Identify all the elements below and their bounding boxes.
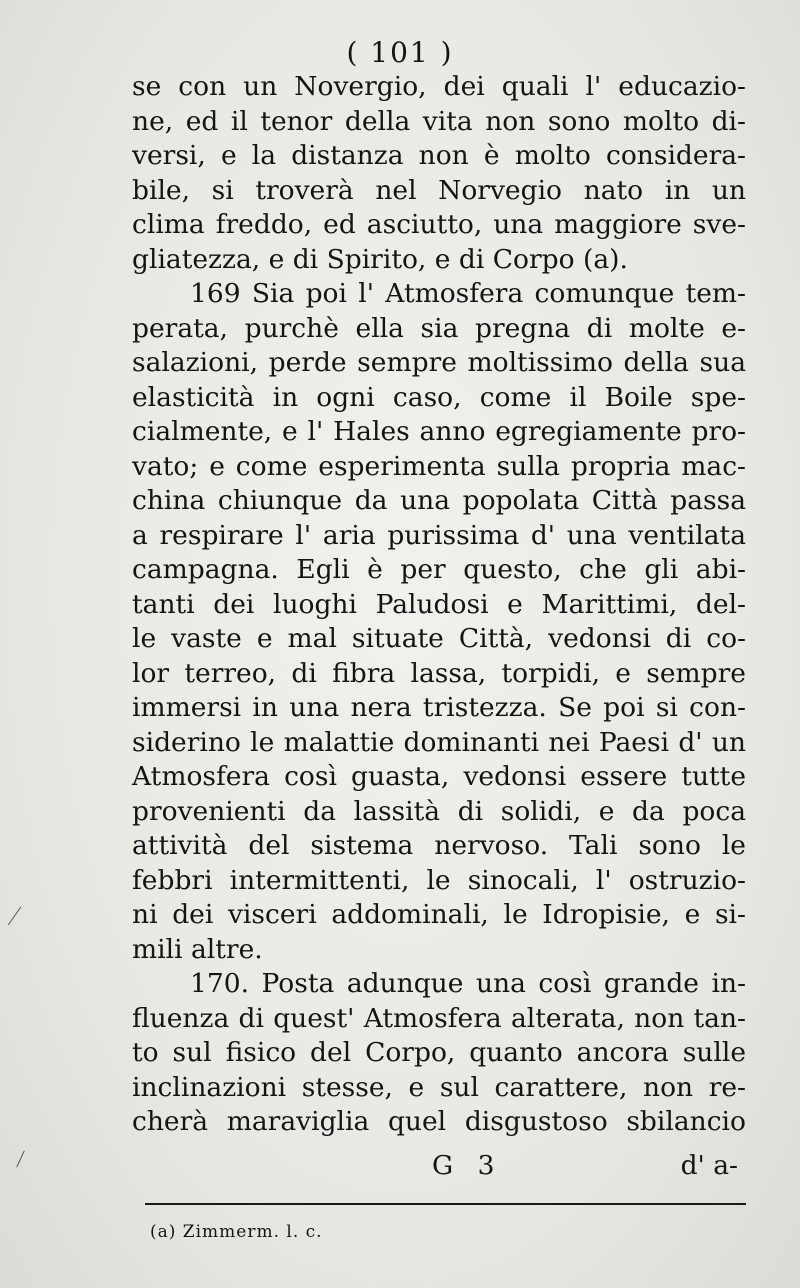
text-line: le vaste e mal situate Città, vedonsi di co- — [132, 623, 746, 654]
text-line: vato; e come esperimenta sulla propria mac- — [132, 450, 746, 482]
text-line: febbri intermittenti, le sinocali, l' ostruzio- — [132, 864, 746, 896]
signature-mark: G 3 — [432, 1150, 503, 1181]
text-line: provenienti da lassità di solidi, e da poca — [132, 795, 746, 827]
signature-row — [132, 1148, 746, 1184]
text-line: cialmente, e l' Hales anno egregiamente pro- — [132, 416, 746, 447]
text-line: fluenza di quest' Atmosfera alterata, non tan- — [132, 1002, 746, 1034]
text-line: a respirare l' aria purissima d' una ventilata — [132, 519, 746, 551]
text-line: ne, ed il tenor della vita non sono molto di- — [132, 105, 746, 137]
catchword: d' a- — [680, 1150, 738, 1181]
footnote-rule — [145, 1203, 746, 1205]
text-line: attività del sistema nervoso. Tali sono le — [132, 830, 746, 861]
text-line: se con un Novergio, dei quali l' educazio- — [132, 71, 746, 102]
text-line: tanti dei luoghi Paludosi e Marittimi, del- — [132, 588, 746, 620]
text-line: versi, e la distanza non è molto considera- — [132, 140, 746, 171]
text-line: mili altre. — [132, 933, 263, 965]
text-line: cherà maraviglia quel disgustoso sbilancio — [132, 1106, 746, 1137]
text-line: lor terreo, di fibra lassa, torpidi, e sempre — [132, 657, 746, 689]
text-line: china chiunque da una popolata Città passa — [132, 485, 746, 516]
text-line: siderino le malattie dominanti nei Paesi d' un — [132, 726, 746, 758]
text-line: salazioni, perde sempre moltissimo della sua — [132, 347, 746, 378]
text-line: elasticità in ogni caso, come il Boile spe- — [132, 381, 746, 413]
footnote: (a) Zimmerm. l. c. — [150, 1222, 323, 1242]
page-number: ( 101 ) — [346, 36, 454, 69]
body-text — [132, 70, 746, 1140]
text-line: campagna. Egli è per questo, che gli abi- — [132, 554, 746, 585]
text-line: perata, purchè ella sia pregna di molte e- — [132, 312, 746, 344]
binding-edge-mark — [8, 907, 21, 926]
text-line: inclinazioni stesse, e sul carattere, non re- — [132, 1071, 746, 1103]
text-line: Atmosfera così guasta, vedonsi essere tutte — [132, 761, 746, 792]
paragraph-169-start: 169 Sia poi l' Atmosfera comunque tem- — [190, 278, 746, 309]
text-line: ni dei visceri addominali, le Idropisie, e si- — [132, 899, 746, 930]
text-line: bile, si troverà nel Norvegio nato in un — [132, 174, 746, 206]
text-line: gliatezza, e di Spirito, e di Corpo (a). — [132, 243, 628, 275]
text-line: to sul fisico del Corpo, quanto ancora sulle — [132, 1037, 746, 1068]
paragraph-170-start: 170. Posta adunque una così grande in- — [190, 968, 746, 999]
text-line: clima freddo, ed asciutto, una maggiore sve- — [132, 209, 746, 240]
binding-edge-mark — [16, 1151, 25, 1168]
text-line: immersi in una nera tristezza. Se poi si con- — [132, 692, 746, 723]
